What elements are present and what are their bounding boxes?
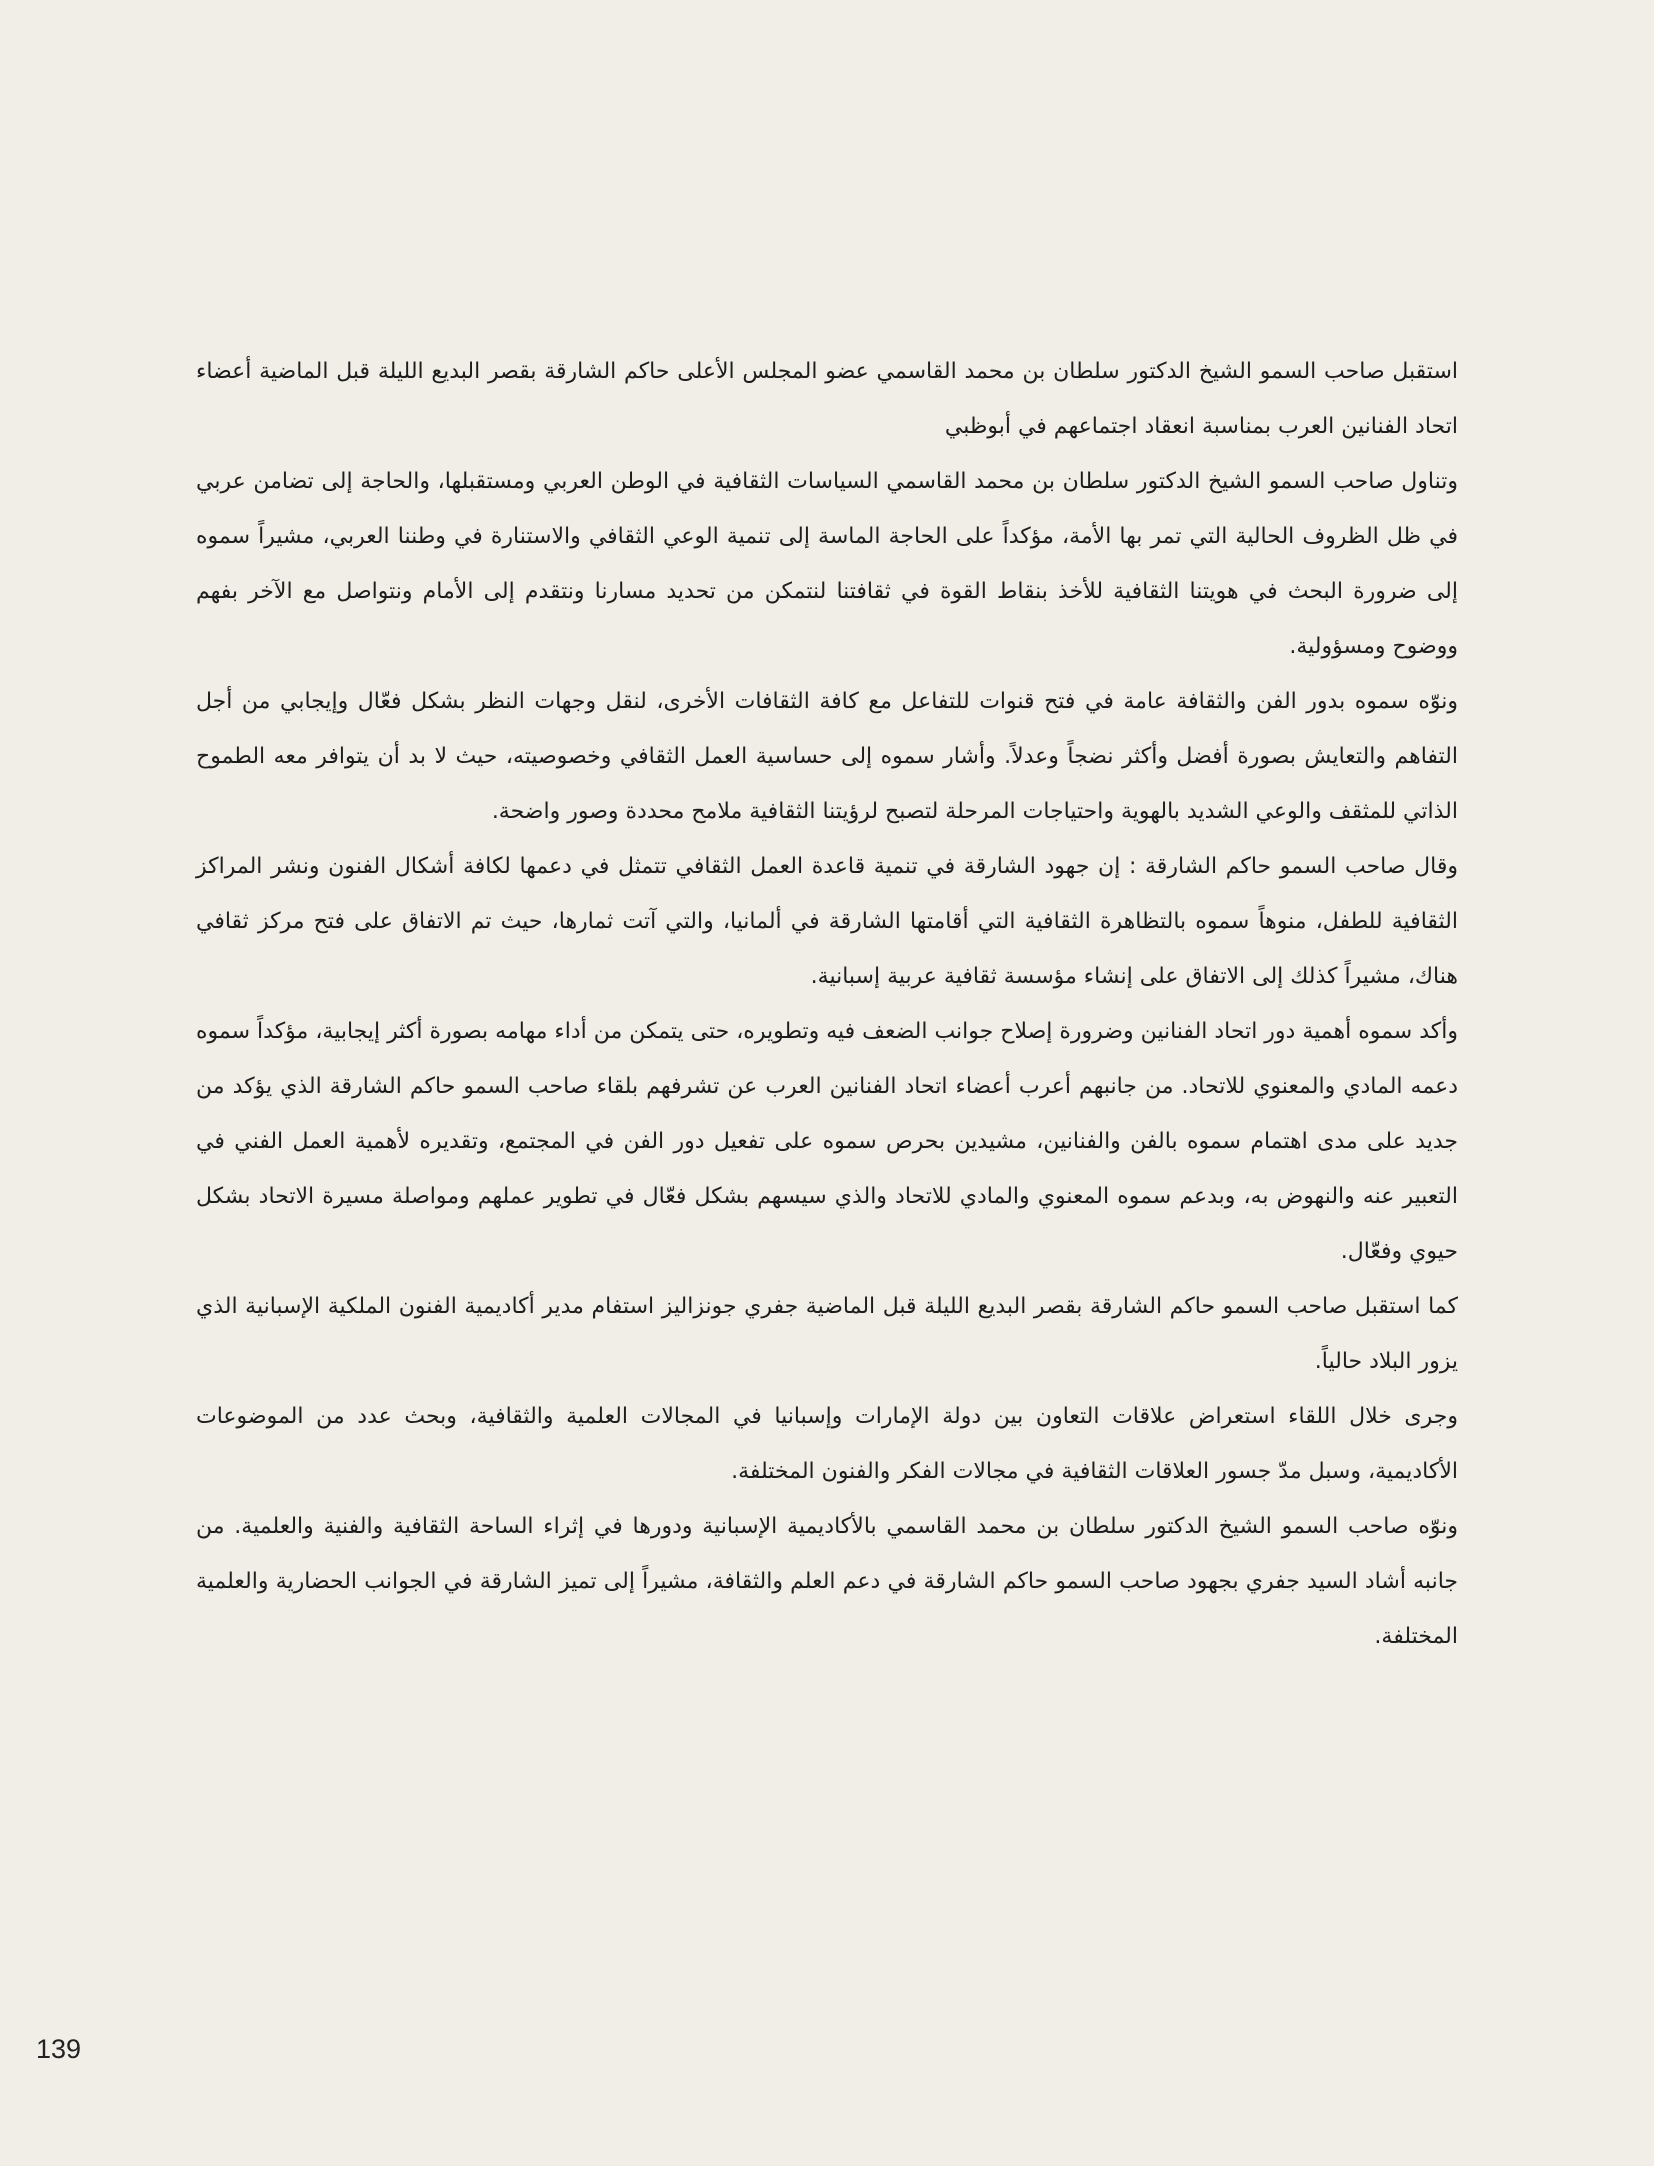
article-body [196,344,1458,1664]
paragraph-2: وتناول صاحب السمو الشيخ الدكتور سلطان بن محمد القاسمي السياسات الثقافية في الوطن العربي ومستقبلها، والحاجة إلى تضامن عربي في ظل الظروف الحالية التي تمر بها الأمة، مؤكداً على الحاجة الماسة إلى تنمية الوعي الثقافي والاستنارة في وطننا العربي، مشيراً سموه إلى ضرورة البحث في هويتنا الثقافية للأخذ بنقاط القوة في ثقافتنا لنتمكن من تحديد مسارنا ونتقدم إلى الأمام ونتواصل مع الآخر بفهم ووضوح ومسؤولية. [196,469,1458,659]
paragraph-5: وأكد سموه أهمية دور اتحاد الفنانين وضرورة إصلاح جوانب الضعف فيه وتطويره، حتى يتمكن من أداء مهامه بصورة أكثر إيجابية، مؤكداً سموه دعمه المادي والمعنوي للاتحاد. من جانبهم أعرب أعضاء اتحاد الفنانين العرب عن تشرفهم بلقاء صاحب السمو حاكم الشارقة الذي يؤكد من جديد على مدى اهتمام سموه بالفن والفنانين، مشيدين بحرص سموه على تفعيل دور الفن في المجتمع، وتقديره لأهمية العمل الفني في التعبير عنه والنهوض به، وبدعم سموه المعنوي والمادي للاتحاد والذي سيسهم بشكل فعّال في تطوير عملهم ومواصلة مسيرة الاتحاد بشكل حيوي وفعّال. [196,1019,1458,1264]
page-number: 139 [36,2034,82,2064]
paragraph-3: ونوّه سموه بدور الفن والثقافة عامة في فتح قنوات للتفاعل مع كافة الثقافات الأخرى، لنقل وجهات النظر بشكل فعّال وإيجابي من أجل التفاهم والتعايش بصورة أفضل وأكثر نضجاً وعدلاً. وأشار سموه إلى حساسية العمل الثقافي وخصوصيته، حيث لا بد أن يتوافر معه الطموح الذاتي للمثقف والوعي الشديد بالهوية واحتياجات المرحلة لتصبح لرؤيتنا الثقافية ملامح محددة وصور واضحة. [196,689,1458,824]
paragraph-7: وجرى خلال اللقاء استعراض علاقات التعاون بين دولة الإمارات وإسبانيا في المجالات العلمية والثقافية، وبحث عدد من الموضوعات الأكاديمية، وسبل مدّ جسور العلاقات الثقافية في مجالات الفكر والفنون المختلفة. [196,1404,1458,1484]
paragraph-1: استقبل صاحب السمو الشيخ الدكتور سلطان بن محمد القاسمي عضو المجلس الأعلى حاكم الشارقة بقصر البديع الليلة قبل الماضية أعضاء اتحاد الفنانين العرب بمناسبة انعقاد اجتماعهم في أبوظبي [196,359,1458,439]
paragraph-8: ونوّه صاحب السمو الشيخ الدكتور سلطان بن محمد القاسمي بالأكاديمية الإسبانية ودورها في إثراء الساحة الثقافية والفنية والعلمية. من جانبه أشاد السيد جفري بجهود صاحب السمو حاكم الشارقة في دعم العلم والثقافة، مشيراً إلى تميز الشارقة في الجوانب الحضارية والعلمية المختلفة. [196,1514,1458,1649]
paragraph-4: وقال صاحب السمو حاكم الشارقة : إن جهود الشارقة في تنمية قاعدة العمل الثقافي تتمثل في دعمها لكافة أشكال الفنون ونشر المراكز الثقافية للطفل، منوهاً سموه بالتظاهرة الثقافية التي أقامتها الشارقة في ألمانيا، والتي آتت ثمارها، حيث تم الاتفاق على فتح مركز ثقافي هناك، مشيراً كذلك إلى الاتفاق على إنشاء مؤسسة ثقافية عربية إسبانية. [196,854,1458,989]
paragraph-6: كما استقبل صاحب السمو حاكم الشارقة بقصر البديع الليلة قبل الماضية جفري جونزاليز استفام مدير أكاديمية الفنون الملكية الإسبانية الذي يزور البلاد حالياً. [196,1294,1458,1374]
